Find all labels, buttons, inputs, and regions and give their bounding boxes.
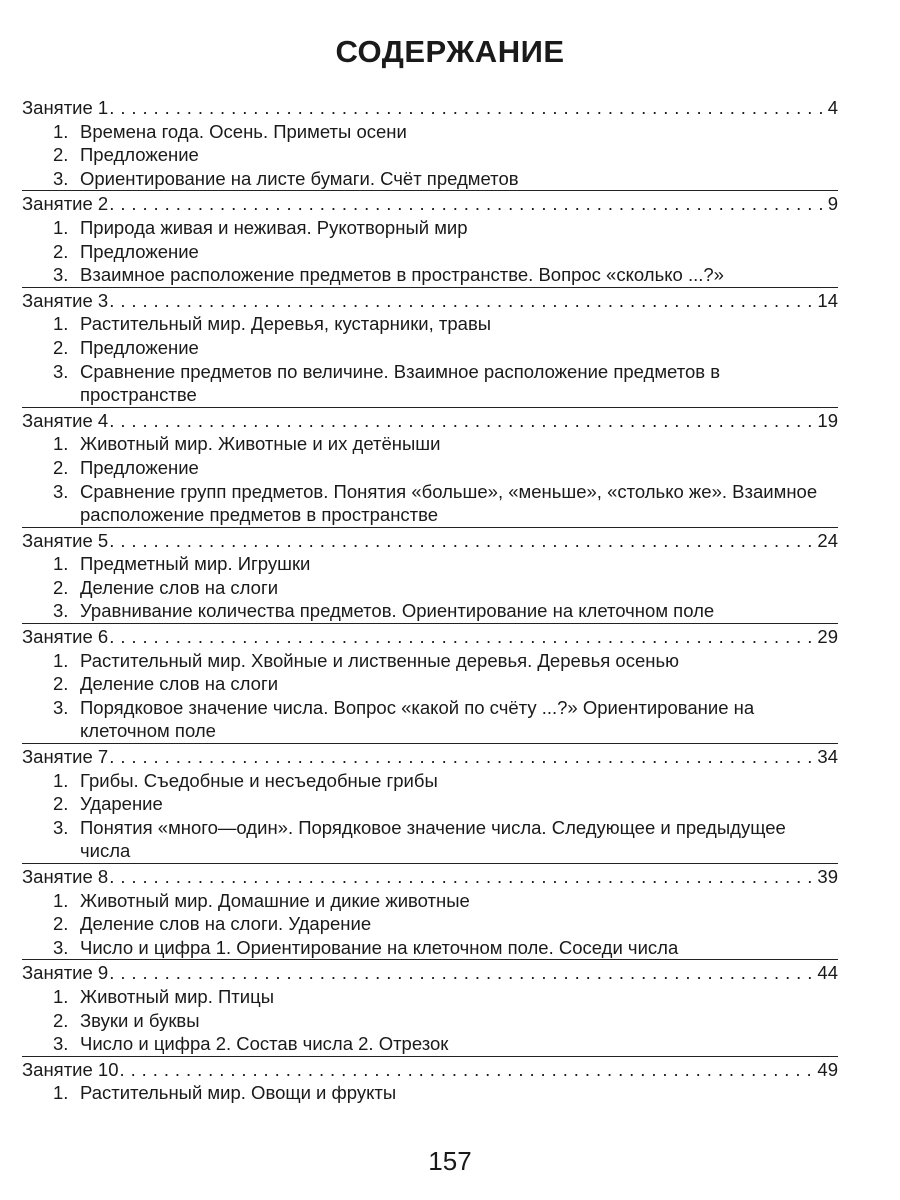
toc-item [22, 480, 838, 527]
toc-item-text: Животный мир. Животные и их детёныши [80, 433, 441, 455]
toc-item [22, 167, 838, 191]
toc-item-text: Деление слов на слоги. Ударение [80, 913, 372, 935]
toc-item-number: 2. [53, 144, 69, 166]
toc-item [22, 985, 838, 1009]
toc-item-text: Растительный мир. Хвойные и лиственные деревья. Деревья осенью [80, 649, 679, 671]
toc-item [22, 1009, 838, 1033]
toc-item-number: 3. [53, 480, 69, 502]
toc-item-text: Сравнение групп предметов. Понятия «больше», «меньше», «столько же». Взаимное расположение предметов в пространстве [80, 480, 818, 526]
toc-item [22, 120, 838, 144]
toc-item-number: 2. [53, 240, 69, 262]
toc-item-number: 1. [53, 216, 69, 238]
toc-item-text: Ударение [80, 793, 163, 815]
toc-item-text: Порядковое значение числа. Вопрос «какой по счёту ...?» Ориентирование на клеточном поле [80, 696, 755, 742]
toc-item-number: 3. [53, 167, 69, 189]
toc-leader-dots [109, 745, 816, 769]
toc-item-number: 1. [53, 433, 69, 455]
toc-item-text: Деление слов на слоги [80, 673, 279, 695]
toc-section-row[interactable] [22, 529, 838, 553]
toc-page-number: 24 [817, 529, 838, 551]
toc-page-number: 39 [817, 866, 838, 887]
toc-item-number: 2. [53, 1009, 69, 1031]
toc-section-label: Занятие 5 [22, 529, 109, 551]
toc-item-text: Понятия «много—один». Порядковое значение числа. Следующее и предыдущее числа [80, 816, 786, 862]
toc-page-number: 14 [817, 289, 838, 311]
toc-item-text: Грибы. Съедобные и несъедобные грибы [80, 769, 438, 791]
toc-item-text: Взаимное расположение предметов в пространстве. Вопрос «сколько ...?» [80, 264, 724, 286]
toc-section-row[interactable] [22, 625, 838, 649]
toc-item [22, 336, 838, 360]
toc-leader-dots [120, 1058, 817, 1082]
toc-section-row[interactable] [22, 96, 838, 120]
toc-leader-dots [109, 96, 826, 120]
toc-item-number: 1. [53, 553, 69, 575]
toc-item [22, 263, 838, 287]
toc-section-label: Занятие 8 [22, 866, 109, 887]
toc-item [22, 240, 838, 264]
toc-item [22, 599, 838, 623]
toc-item-number: 1. [53, 985, 69, 1007]
toc-leader-dots [109, 529, 816, 553]
toc-item [22, 769, 838, 793]
toc-item [22, 432, 838, 456]
toc-item [22, 912, 838, 936]
toc-section [22, 1056, 838, 1105]
toc-section-label: Занятие 3 [22, 289, 109, 311]
toc-item [22, 1081, 838, 1105]
toc-page-number: 34 [817, 746, 838, 768]
toc-section-label: Занятие 9 [22, 962, 109, 984]
toc-item-number: 1. [53, 120, 69, 142]
toc-item [22, 696, 838, 743]
toc-item [22, 792, 838, 816]
toc-item-number: 2. [53, 336, 69, 358]
toc-item-text: Предложение [80, 240, 199, 262]
table-of-contents [22, 95, 838, 1105]
toc-item [22, 216, 838, 240]
toc-item-text: Времена года. Осень. Приметы осени [80, 120, 407, 142]
toc-item [22, 889, 838, 913]
toc-section-row[interactable] [22, 409, 838, 433]
toc-item-text: Природа живая и неживая. Рукотворный мир [80, 216, 468, 238]
toc-item-number: 1. [53, 313, 69, 335]
toc-section-row[interactable] [22, 961, 838, 985]
toc-page-number: 44 [817, 962, 838, 984]
toc-section-row[interactable] [22, 745, 838, 769]
toc-page-number: 29 [817, 626, 838, 648]
toc-item-number: 1. [53, 769, 69, 791]
toc-leader-dots [109, 289, 816, 313]
toc-leader-dots [109, 409, 816, 433]
toc-item-text: Деление слов на слоги [80, 576, 279, 598]
toc-item-text: Предложение [80, 336, 199, 358]
toc-item-number: 3. [53, 1033, 69, 1055]
toc-item-text: Растительный мир. Овощи и фрукты [80, 1082, 397, 1104]
toc-item-number: 1. [53, 889, 69, 911]
toc-section [22, 95, 838, 190]
toc-item-number: 2. [53, 576, 69, 598]
toc-section-label: Занятие 7 [22, 746, 109, 768]
toc-item-text: Предложение [80, 144, 199, 166]
toc-item [22, 576, 838, 600]
toc-item [22, 816, 838, 863]
toc-section [22, 407, 838, 527]
toc-page-number: 19 [817, 409, 838, 431]
toc-section-label: Занятие 2 [22, 193, 109, 215]
toc-item-text: Звуки и буквы [80, 1009, 200, 1031]
toc-section-row[interactable] [22, 1058, 838, 1082]
page-number-footer: 157 [428, 1146, 472, 1176]
toc-section [22, 863, 838, 959]
toc-section-label: Занятие 4 [22, 409, 109, 431]
toc-item-number: 2. [53, 793, 69, 815]
toc-item [22, 456, 838, 480]
toc-section-label: Занятие 1 [22, 97, 109, 118]
toc-item-number: 1. [53, 1082, 69, 1104]
toc-section [22, 959, 838, 1055]
toc-item-number: 2. [53, 913, 69, 935]
toc-item-text: Предметный мир. Игрушки [80, 553, 311, 575]
toc-item [22, 360, 838, 407]
toc-page-number: 9 [827, 193, 838, 215]
toc-section [22, 743, 838, 863]
toc-leader-dots [109, 192, 826, 216]
toc-item-number: 3. [53, 936, 69, 958]
toc-item-number: 2. [53, 673, 69, 695]
toc-item-text: Сравнение предметов по величине. Взаимное расположение предметов в пространстве [80, 360, 721, 406]
toc-section-row[interactable] [22, 865, 838, 889]
toc-section [22, 190, 838, 286]
toc-item-text: Число и цифра 2. Состав числа 2. Отрезок [80, 1033, 449, 1055]
toc-item [22, 143, 838, 167]
toc-item-text: Животный мир. Птицы [80, 985, 274, 1007]
toc-item-text: Растительный мир. Деревья, кустарники, травы [80, 313, 492, 335]
toc-section [22, 287, 838, 407]
toc-leader-dots [109, 625, 816, 649]
toc-item-text: Уравнивание количества предметов. Ориентирование на клеточном поле [80, 600, 715, 622]
toc-item-text: Предложение [80, 456, 199, 478]
toc-item-number: 2. [53, 456, 69, 478]
toc-item-text: Ориентирование на листе бумаги. Счёт предметов [80, 167, 519, 189]
toc-item-number: 3. [53, 264, 69, 286]
toc-item-text: Животный мир. Домашние и дикие животные [80, 889, 470, 911]
toc-item-number: 1. [53, 649, 69, 671]
toc-leader-dots [109, 961, 816, 985]
toc-section-label: Занятие 10 [22, 1058, 119, 1080]
toc-leader-dots [109, 865, 816, 889]
toc-item-text: Число и цифра 1. Ориентирование на клеточном поле. Соседи числа [80, 936, 679, 958]
toc-page-number: 4 [827, 97, 838, 118]
toc-item [22, 312, 838, 336]
toc-section-row[interactable] [22, 192, 838, 216]
toc-item [22, 552, 838, 576]
toc-item [22, 649, 838, 673]
toc-item-number: 3. [53, 360, 69, 382]
toc-item [22, 1032, 838, 1056]
toc-section [22, 527, 838, 623]
toc-section-label: Занятие 6 [22, 626, 109, 648]
page-title: СОДЕРЖАНИЕ [335, 34, 565, 69]
toc-item [22, 672, 838, 696]
toc-item [22, 936, 838, 960]
toc-page-number: 49 [817, 1058, 838, 1080]
toc-item-number: 3. [53, 816, 69, 838]
toc-section-row[interactable] [22, 289, 838, 313]
toc-section [22, 623, 838, 743]
toc-item-number: 3. [53, 600, 69, 622]
toc-item-number: 3. [53, 696, 69, 718]
